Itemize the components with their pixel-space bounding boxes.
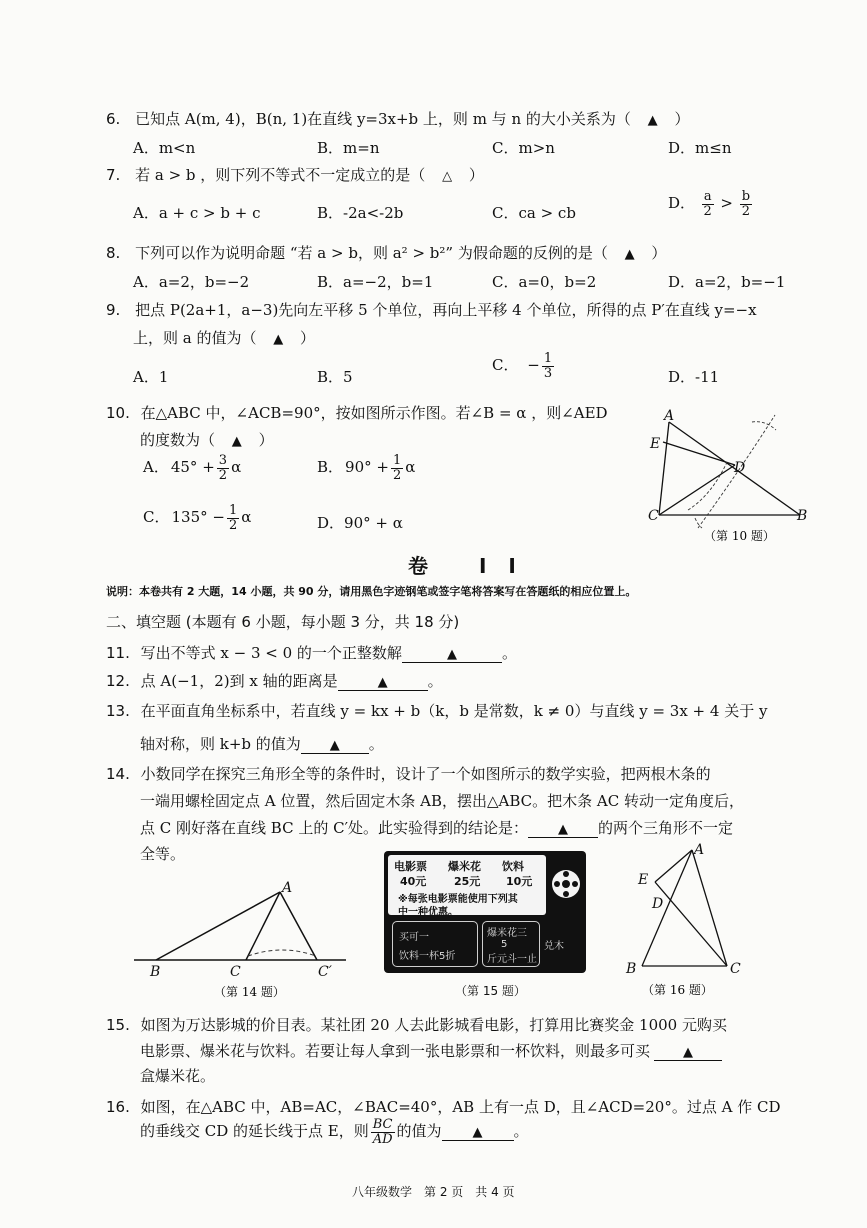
label-c-prime: C′	[318, 964, 332, 980]
construction-arc	[688, 460, 728, 510]
price-drink: 10元	[506, 875, 533, 888]
option-c: C．a=0，b=2	[492, 273, 597, 291]
section-note: 说明：本卷共有 2 大题，14 小题，共 90 分，请用黑色字迹钢笔或签字笔将答案写在答题纸的相应位置上。	[106, 585, 637, 598]
question-number: 6.	[106, 110, 121, 128]
fraction: $\frac{3}{2}$	[218, 453, 228, 483]
label-b: B	[150, 964, 161, 980]
segment-ae	[655, 850, 692, 882]
price-ticket: 40元	[400, 875, 427, 888]
label-a: A	[664, 408, 675, 424]
segment-cd	[659, 465, 735, 515]
question-text: 点 A(−1，2)到 x 轴的距离是	[140, 672, 338, 690]
answer-blank: ▲	[528, 819, 598, 838]
answer-blank: ▲	[301, 735, 369, 754]
question-13-line2: 轴对称，则 k+b 的值为 ▲ 。	[140, 735, 384, 753]
header-popcorn: 爆米花	[448, 860, 481, 873]
price-board	[384, 851, 586, 973]
question-9-line2: 上，则 a 的值为（ ▲ ）	[133, 329, 316, 347]
option-a: A．m<n	[133, 139, 196, 157]
label-d: D	[734, 460, 746, 476]
fraction: $\frac{a}{2}$	[703, 189, 712, 219]
question-text: 在△ABC 中，∠ACB=90°，按如图所示作图。若∠B = α ，则∠AED	[140, 404, 608, 422]
offer-2: 爆米花三 5 斤元斗一止	[482, 921, 540, 967]
construction-arc	[695, 518, 702, 528]
fraction: $\frac{1}{2}$	[228, 503, 238, 533]
question-14-line4: 全等。	[140, 845, 186, 863]
figure-caption: （第 10 题）	[704, 529, 775, 543]
answer-mark: ▲	[273, 332, 284, 347]
option-c: C． 135° − $\frac{1}{2}$ α	[143, 503, 252, 533]
label-b: B	[797, 508, 808, 524]
question-15: 15. 如图为万达影城的价目表。某社团 20 人去此影城看电影，打算用比赛奖金 1000 元购买	[106, 1016, 727, 1034]
question-14-line3: 点 C 刚好落在直线 BC 上的 C′处。此实验得到的结论是： ▲ 的两个三角形不一定	[140, 819, 733, 837]
part-title: 二、填空题 (本题有 6 小题，每小题 3 分，共 18 分)	[106, 613, 460, 631]
figure-q16	[620, 840, 750, 1002]
question-10	[106, 402, 608, 423]
question-10-line2: 的度数为（ ▲ ）	[140, 431, 274, 449]
label-c: C	[730, 961, 741, 977]
question-text: 若 a > b ，则下列不等式不一定成立的是（	[135, 166, 426, 184]
option-b: B．a=−2，b=1	[317, 273, 434, 291]
question-text: 已知点 A(m, 4)，B(n, 1)在直线 y=3x+b 上，则 m 与 n 的大小关系为（	[135, 110, 631, 128]
question-9	[106, 299, 757, 320]
figure-caption: （第 15 题）	[455, 984, 526, 998]
figure-caption: （第 14 题）	[214, 985, 285, 999]
question-16: 16. 如图，在△ABC 中，AB=AC，∠BAC=40°，AB 上有一点 D，且∠ACD=20°。过点 A 作 CD	[106, 1098, 781, 1116]
question-15-line3: 盒爆米花。	[140, 1067, 216, 1085]
fraction: $\frac{1}{2}$	[392, 453, 402, 483]
question-number: 7.	[106, 166, 121, 184]
film-reel-icon	[550, 859, 582, 909]
question-text: 把点 P(2a+1，a−3)先向左平移 5 个单位，再向上平移 4 个单位，所得的点 P′在直线 y=−x	[135, 301, 757, 319]
segment-ce	[655, 882, 727, 966]
question-16-line2: 的垂线交 CD 的延长线于点 E，则 $\frac{BC}{AD}$ 的值为 ▲ 。	[140, 1117, 529, 1147]
option-b: B．m=n	[317, 139, 380, 157]
label-e: E	[650, 436, 661, 452]
question-12: 12. 点 A(−1，2)到 x 轴的距离是 ▲ 。	[106, 672, 443, 690]
label-a: A	[694, 842, 705, 858]
offer-3: 兑木	[544, 941, 564, 952]
question-13: 13. 在平面直角坐标系中，若直线 y = kx + b（k，b 是常数，k ≠ 0）与直线 y = 3x + 4 关于 y	[106, 702, 768, 720]
figure-q10	[640, 400, 820, 548]
side-ac	[692, 850, 727, 966]
side-ab	[642, 850, 692, 966]
option-c: C．m>n	[492, 139, 555, 157]
label-c: C	[230, 964, 241, 980]
notice-line2: 中一种优惠。	[398, 907, 458, 918]
construction-arc	[752, 422, 776, 430]
question-6	[106, 108, 689, 129]
label-a: A	[282, 880, 293, 896]
option-b: B．-2a<-2b	[317, 204, 404, 222]
answer-mark: ▲	[647, 113, 658, 128]
option-a: A．a + c > b + c	[133, 204, 261, 222]
option-a: A． 45° + $\frac{3}{2}$ α	[143, 453, 242, 483]
answer-mark: △	[442, 169, 453, 184]
label-e: E	[638, 872, 649, 888]
question-8	[106, 242, 666, 263]
label-d: D	[652, 896, 664, 912]
header-ticket: 电影票	[394, 860, 427, 873]
page-footer: 八年级数学 第 2 页 共 4 页	[352, 1185, 515, 1199]
segment-ed	[663, 442, 735, 465]
option-d: D．m≤n	[668, 139, 732, 157]
question-11: 11. 写出不等式 x − 3 < 0 的一个正整数解 ▲ 。	[106, 644, 517, 662]
question-close: ）	[651, 244, 667, 262]
option-c: C．ca > cb	[492, 204, 576, 222]
question-text: 小数同学在探究三角形全等的条件时，设计了一个如图所示的数学实验，把两根木条的	[140, 765, 711, 783]
question-close: ）	[674, 110, 690, 128]
figure-caption: （第 16 题）	[642, 983, 713, 997]
header-drink: 饮料	[502, 860, 524, 873]
option-b: B． 90° + $\frac{1}{2}$ α	[317, 453, 416, 483]
fraction: $\frac{BC}{AD}$	[372, 1117, 393, 1147]
option-a: A．a=2，b=−2	[133, 273, 250, 291]
stick-ab	[156, 892, 280, 960]
figure-q14	[130, 878, 350, 1003]
option-c: C． − $\frac{1}{3}$	[492, 351, 553, 381]
rotation-arc	[248, 950, 316, 956]
fraction: $\frac{b}{2}$	[741, 189, 751, 219]
question-number: 8.	[106, 244, 121, 262]
price-popcorn: 25元	[454, 875, 481, 888]
option-b: B．5	[317, 368, 353, 386]
question-close: ）	[468, 166, 484, 184]
stick-ac	[246, 892, 280, 960]
side-ac	[659, 422, 669, 515]
question-text: 写出不等式 x − 3 < 0 的一个正整数解	[140, 644, 402, 662]
option-d: D．a=2，b=−1	[668, 273, 786, 291]
question-14-line2: 一端用螺栓固定点 A 位置，然后固定木条 AB，摆出△ABC。把木条 AC 转动一定角度后，	[140, 792, 744, 810]
label-c: C	[648, 508, 659, 524]
section-heading: 卷 II	[408, 554, 538, 578]
question-15-line2: 电影票、爆米花与饮料。若要让每人拿到一张电影票和一杯饮料，则最多可买 ▲	[140, 1040, 722, 1061]
question-14: 14. 小数同学在探究三角形全等的条件时，设计了一个如图所示的数学实验，把两根木条的	[106, 765, 711, 783]
option-a: A．1	[133, 368, 169, 386]
question-text: 下列可以作为说明命题 “若 a > b，则 a² > b²” 为假命题的反例的是（	[135, 244, 608, 262]
answer-blank: ▲	[402, 644, 502, 663]
answer-mark: ▲	[231, 434, 242, 449]
question-number: 9.	[106, 301, 121, 319]
fraction: $\frac{1}{3}$	[543, 351, 553, 381]
notice-line1: ※每张电影票能使用下列其	[398, 894, 518, 905]
answer-blank: ▲	[338, 672, 428, 691]
option-d: D． $\frac{a}{2}$ > $\frac{b}{2}$	[668, 189, 751, 219]
answer-mark: ▲	[624, 247, 635, 262]
question-number: 10.	[106, 404, 130, 422]
answer-blank: ▲	[442, 1122, 514, 1141]
price-header	[388, 855, 546, 918]
option-d: D．90° + α	[317, 514, 403, 532]
offer-1: 买可一 饮料一杯5折	[392, 921, 478, 967]
label-b: B	[626, 961, 637, 977]
question-7	[106, 164, 484, 185]
question-text: 如图为万达影城的价目表。某社团 20 人去此影城看电影，打算用比赛奖金 1000 元购买	[140, 1016, 727, 1034]
answer-blank: ▲	[654, 1042, 722, 1061]
question-text: 如图，在△ABC 中，AB=AC，∠BAC=40°，AB 上有一点 D，且∠ACD=20°。过点 A 作 CD	[140, 1098, 781, 1116]
option-d: D．-11	[668, 368, 720, 386]
question-text: 在平面直角坐标系中，若直线 y = kx + b（k，b 是常数，k ≠ 0）与直线 y = 3x + 4 关于 y	[140, 702, 768, 720]
